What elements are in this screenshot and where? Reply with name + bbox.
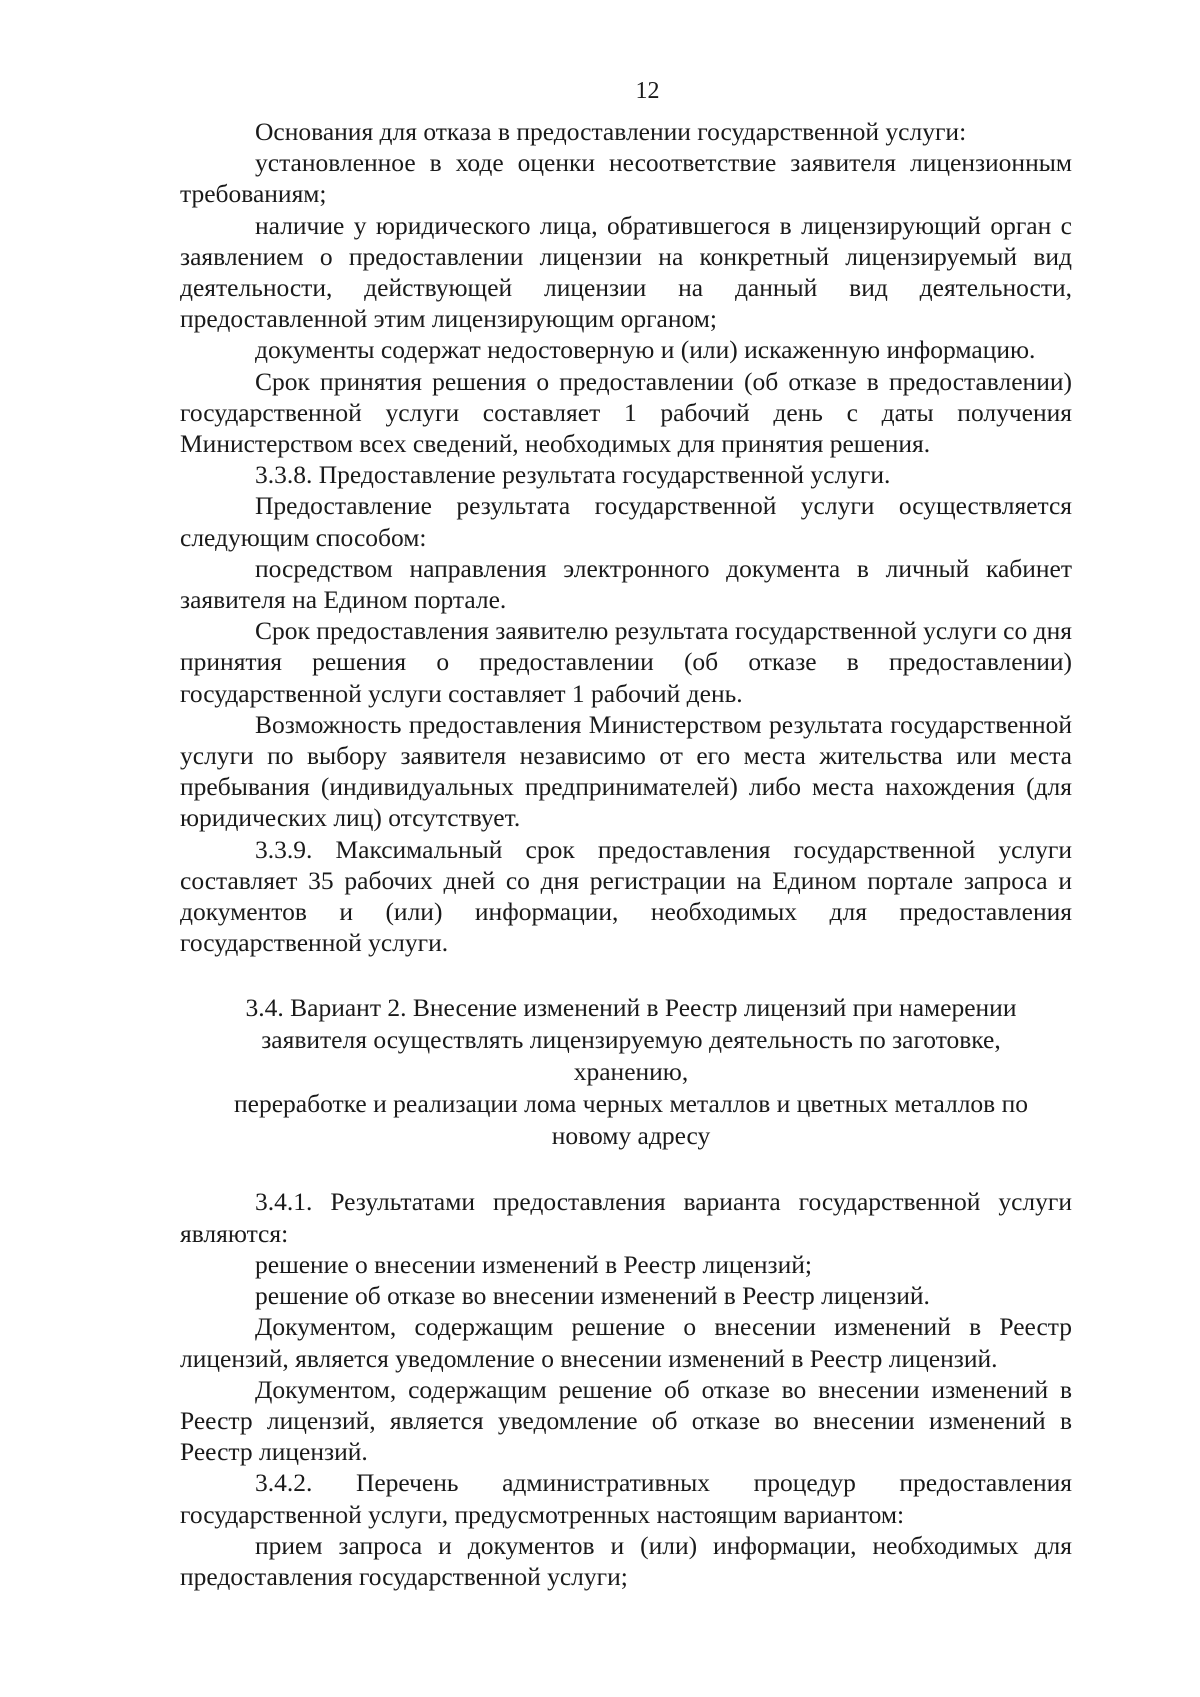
paragraph-clause-3-3-9: 3.3.9. Максимальный срок предоставления государственной услуги составляет 35 рабочих дней со дня регистрации на Едином портале запроса и документов и (или) информации, необходимых для предоставления государственной услуги. — [180, 834, 1072, 958]
paragraph-list-item: прием запроса и документов и (или) информации, необходимых для предоставления государственной услуги; — [180, 1530, 1072, 1591]
section-heading — [180, 992, 1072, 1152]
paragraph-list-item: решение об отказе во внесении изменений в Реестр лицензий. — [255, 1281, 930, 1311]
paragraph-list-item: посредством направления электронного документа в личный кабинет заявителя на Едином портале. — [180, 553, 1072, 615]
paragraph-result-method: Предоставление результата государственной услуги осуществляется следующим способом: — [180, 491, 1072, 552]
section-heading-line: новому адресу — [551, 1121, 711, 1151]
paragraph-extraterritorial: Возможность предоставления Министерством результата государственной услуги по выбору заявителя независимо от его места жительства или места пребывания (индивидуальных предпринимателей) либо места нахождения (для юридических лиц) отсутствует. — [180, 709, 1072, 833]
paragraph-clause-3-3-8: 3.3.8. Предоставление результата государственной услуги. — [255, 460, 891, 490]
paragraph-decision-term: Срок принятия решения о предоставлении (об отказе в предоставлении) государственной услуги составляет 1 рабочий день с даты получения Министерством всех сведений, необходимых для принятия решения. — [180, 366, 1072, 459]
section-heading-line: 3.4. Вариант 2. Внесение изменений в Реестр лицензий при намерении — [245, 993, 1017, 1023]
document-body — [180, 116, 1072, 1592]
paragraph-list-item: документы содержат недостоверную и (или) искаженную информацию. — [255, 335, 1036, 365]
paragraph-document-refusal: Документом, содержащим решение об отказе во внесении изменений в Реестр лицензий, является уведомление об отказе во внесении изменений в Реестр лицензий. — [180, 1374, 1072, 1467]
paragraph-clause-3-4-2: 3.4.2. Перечень административных процедур предоставления государственной услуги, предусмотренных настоящим вариантом: — [180, 1468, 1072, 1529]
page-number: 12 — [635, 78, 660, 104]
section-heading-line: переработке и реализации лома черных металлов и цветных металлов по — [234, 1089, 1028, 1119]
paragraph-clause-3-4-1: 3.4.1. Результатами предоставления варианта государственной услуги являются: — [180, 1187, 1072, 1248]
section-heading-line: заявителя осуществлять лицензируемую деятельность по заготовке, хранению, — [261, 1025, 1001, 1087]
paragraph-document-change: Документом, содержащим решение о внесении изменений в Реестр лицензий, является уведомление о внесении изменений в Реестр лицензий. — [180, 1312, 1072, 1373]
paragraph-result-term: Срок предоставления заявителю результата государственной услуги со дня принятия решения о предоставлении (об отказе в предоставлении) государственной услуги составляет 1 рабочий день. — [180, 616, 1072, 708]
paragraph-refusal-grounds: Основания для отказа в предоставлении государственной услуги: — [255, 117, 967, 146]
paragraph-list-item: наличие у юридического лица, обратившегося в лицензирующий орган с заявлением о предоставлении лицензии на конкретный лицензируемый вид деятельности, действующей лицензии на данный вид деятельности, предоставленной этим лицензирующим органом; — [180, 210, 1072, 334]
paragraph-list-item: решение о внесении изменений в Реестр лицензий; — [255, 1249, 812, 1279]
paragraph-list-item: установленное в ходе оценки несоответствие заявителя лицензионным требованиям; — [180, 148, 1072, 209]
